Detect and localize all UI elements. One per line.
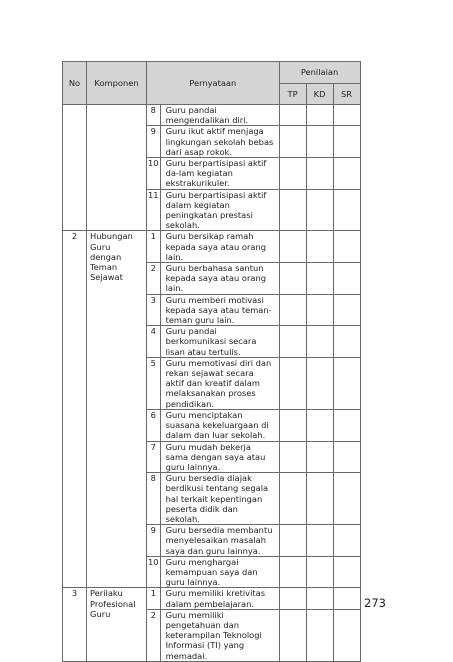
cell-statement: Guru ikut aktif menjaga lingkungan sekolah bebas dari asap rokok. <box>160 126 279 158</box>
cell-item-number: 11 <box>147 189 161 231</box>
score-cell-tp[interactable] <box>279 556 306 588</box>
header-penilaian: Penilaian <box>279 62 360 84</box>
score-cell-kd[interactable] <box>306 357 333 409</box>
score-cell-sr[interactable] <box>333 357 360 409</box>
score-cell-sr[interactable] <box>333 231 360 263</box>
header-sr: SR <box>333 84 360 105</box>
cell-statement: Guru menghargai kemampuan saya dan guru lainnya. <box>160 556 279 588</box>
score-cell-sr[interactable] <box>333 105 360 126</box>
score-cell-kd[interactable] <box>306 189 333 231</box>
score-cell-tp[interactable] <box>279 126 306 158</box>
cell-komponen <box>87 105 147 231</box>
score-cell-sr[interactable] <box>333 588 360 609</box>
score-cell-sr[interactable] <box>333 126 360 158</box>
score-cell-kd[interactable] <box>306 263 333 295</box>
cell-statement: Guru memiliki kretivitas dalam pembelajaran. <box>160 588 279 609</box>
cell-item-number: 1 <box>147 231 161 263</box>
cell-item-number: 6 <box>147 409 161 441</box>
cell-statement: Guru berpartisipasi aktif da-lam kegiatan ekstrakurikuler. <box>160 158 279 190</box>
header-tp: TP <box>279 84 306 105</box>
cell-no <box>63 105 87 231</box>
score-cell-tp[interactable] <box>279 357 306 409</box>
cell-no: 2 <box>63 231 87 588</box>
header-pernyataan: Pernyataan <box>147 62 280 105</box>
cell-item-number: 3 <box>147 294 161 326</box>
score-cell-kd[interactable] <box>306 294 333 326</box>
header-komponen: Komponen <box>87 62 147 105</box>
score-cell-tp[interactable] <box>279 588 306 609</box>
cell-komponen: Hubungan Guru dengan Teman Sejawat <box>87 231 147 588</box>
score-cell-tp[interactable] <box>279 263 306 295</box>
header-no: No <box>63 62 87 105</box>
score-cell-kd[interactable] <box>306 126 333 158</box>
cell-item-number: 2 <box>147 263 161 295</box>
cell-statement: Guru pandai mengendalikan diri. <box>160 105 279 126</box>
cell-item-number: 7 <box>147 441 161 473</box>
cell-item-number: 5 <box>147 357 161 409</box>
score-cell-kd[interactable] <box>306 473 333 525</box>
score-cell-sr[interactable] <box>333 525 360 557</box>
score-cell-kd[interactable] <box>306 441 333 473</box>
table-row <box>63 588 361 609</box>
cell-statement: Guru berbahasa santun kepada saya atau orang lain. <box>160 263 279 295</box>
cell-item-number: 2 <box>147 609 161 661</box>
score-cell-kd[interactable] <box>306 158 333 190</box>
cell-statement: Guru memotivasi diri dan rekan sejawat secara aktif dan kreatif dalam melaksanakan proses pendidikan. <box>160 357 279 409</box>
cell-item-number: 10 <box>147 158 161 190</box>
score-cell-tp[interactable] <box>279 231 306 263</box>
score-cell-sr[interactable] <box>333 294 360 326</box>
score-cell-tp[interactable] <box>279 105 306 126</box>
cell-statement: Guru menciptakan suasana kekeluargaan di dalam dan luar sekolah. <box>160 409 279 441</box>
cell-item-number: 8 <box>147 105 161 126</box>
cell-statement: Guru memiliki pengetahuan dan keterampilan Teknologi Informasi (TI) yang memadai. <box>160 609 279 661</box>
score-cell-kd[interactable] <box>306 326 333 358</box>
score-cell-tp[interactable] <box>279 294 306 326</box>
score-cell-sr[interactable] <box>333 326 360 358</box>
cell-no: 3 <box>63 588 87 661</box>
score-cell-kd[interactable] <box>306 556 333 588</box>
score-cell-tp[interactable] <box>279 473 306 525</box>
page-number: 273 <box>364 596 386 610</box>
score-cell-sr[interactable] <box>333 473 360 525</box>
score-cell-sr[interactable] <box>333 263 360 295</box>
cell-statement: Guru memberi motivasi kepada saya atau teman-teman guru lain. <box>160 294 279 326</box>
score-cell-tp[interactable] <box>279 158 306 190</box>
score-cell-sr[interactable] <box>333 409 360 441</box>
score-cell-sr[interactable] <box>333 189 360 231</box>
cell-statement: Guru bersedia membantu menyelesaikan masalah saya dan guru lainnya. <box>160 525 279 557</box>
cell-item-number: 1 <box>147 588 161 609</box>
cell-item-number: 4 <box>147 326 161 358</box>
score-cell-kd[interactable] <box>306 409 333 441</box>
cell-statement: Guru mudah bekerja sama dengan saya atau guru lainnya. <box>160 441 279 473</box>
cell-item-number: 10 <box>147 556 161 588</box>
score-cell-sr[interactable] <box>333 441 360 473</box>
score-cell-tp[interactable] <box>279 189 306 231</box>
score-cell-tp[interactable] <box>279 441 306 473</box>
cell-item-number: 9 <box>147 126 161 158</box>
assessment-table <box>62 61 361 662</box>
score-cell-tp[interactable] <box>279 326 306 358</box>
score-cell-tp[interactable] <box>279 525 306 557</box>
header-kd: KD <box>306 84 333 105</box>
score-cell-sr[interactable] <box>333 556 360 588</box>
table-row <box>63 105 361 126</box>
score-cell-sr[interactable] <box>333 609 360 661</box>
table-body <box>63 105 361 662</box>
cell-komponen: Perilaku Profesional Guru <box>87 588 147 661</box>
score-cell-tp[interactable] <box>279 609 306 661</box>
score-cell-kd[interactable] <box>306 105 333 126</box>
cell-statement: Guru berpartisipasi aktif dalam kegiatan peningkatan prestasi sekolah. <box>160 189 279 231</box>
cell-item-number: 8 <box>147 473 161 525</box>
score-cell-kd[interactable] <box>306 588 333 609</box>
cell-statement: Guru bersedia diajak berdikusi tentang segala hal terkait kepentingan peserta didik dan sekolah. <box>160 473 279 525</box>
cell-item-number: 9 <box>147 525 161 557</box>
score-cell-kd[interactable] <box>306 231 333 263</box>
score-cell-tp[interactable] <box>279 409 306 441</box>
cell-statement: Guru pandai berkomunikasi secara lisan atau tertulis. <box>160 326 279 358</box>
score-cell-kd[interactable] <box>306 609 333 661</box>
score-cell-kd[interactable] <box>306 525 333 557</box>
score-cell-sr[interactable] <box>333 158 360 190</box>
cell-statement: Guru bersikap ramah kepada saya atau orang lain. <box>160 231 279 263</box>
table-row <box>63 231 361 263</box>
